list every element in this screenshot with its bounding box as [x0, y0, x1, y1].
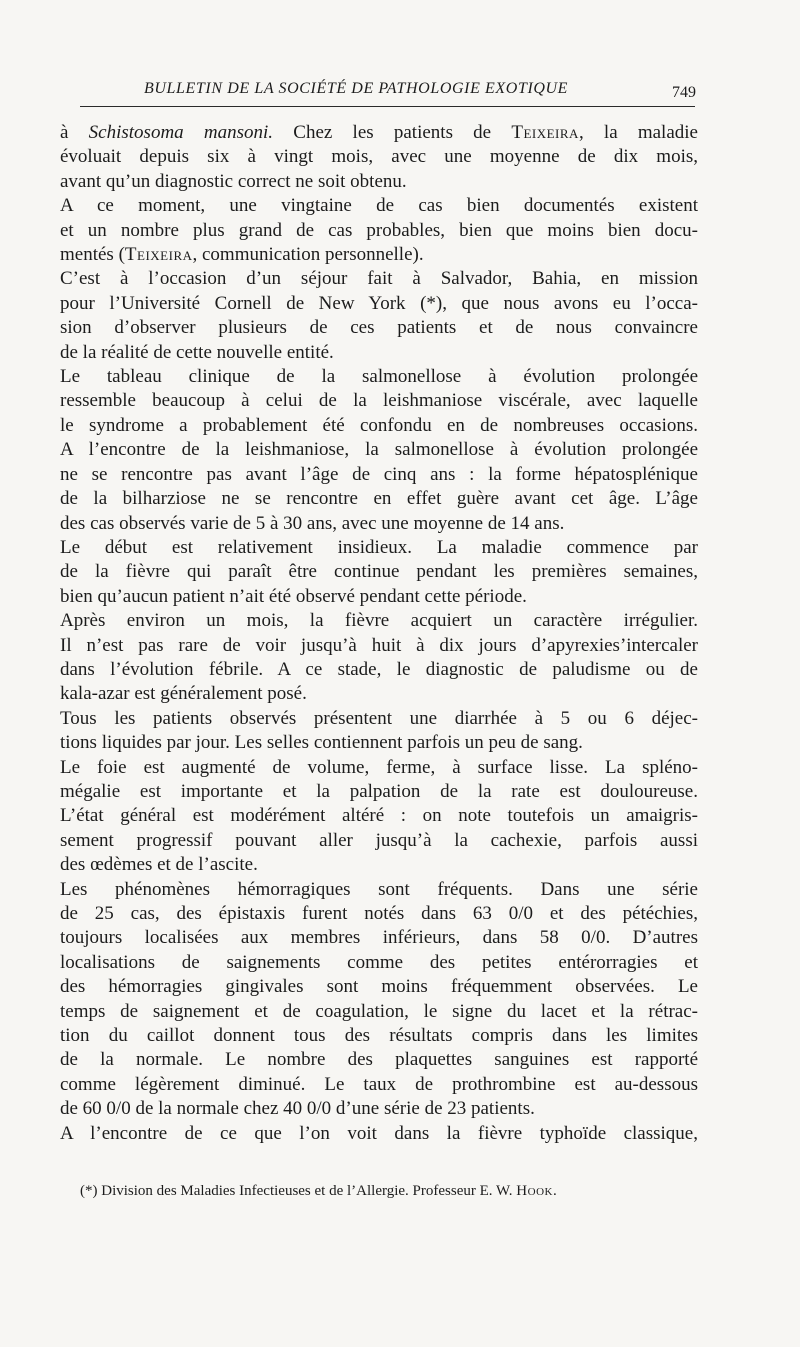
text-line: évoluait depuis six à vingt mois, avec une moyenne de dix mois,: [60, 146, 698, 168]
text-line: de 60 0/0 de la normale chez 40 0/0 d’une série de 23 patients.: [60, 1098, 535, 1120]
text-run: Chez les patients de: [273, 122, 512, 143]
author-name: Hook: [516, 1183, 553, 1199]
text-line: [60, 121, 698, 145]
text-line: mégalie est importante et la palpation de la rate est douloureuse.: [60, 780, 698, 802]
text-line: toujours localisées aux membres inférieurs, dans 58 0/0. D’autres: [60, 927, 698, 949]
text-line: tion du caillot donnent tous des résultats compris dans les limites: [60, 1025, 698, 1047]
text-run: , communication personnelle).: [192, 244, 424, 266]
text-line: Tous les patients observés présentent une diarrhée à 5 ou 6 déjec-: [60, 707, 698, 729]
text-line: ressemble beaucoup à celui de la leishmaniose viscérale, avec laquelle: [60, 390, 698, 412]
text-run: à: [60, 122, 89, 143]
body-text: [60, 121, 698, 1146]
text-line: A l’encontre de ce que l’on voit dans la fièvre typhoïde classique,: [60, 1122, 698, 1144]
text-line: tions liquides par jour. Les selles contiennent parfois un peu de sang.: [60, 732, 583, 754]
running-header: [80, 76, 700, 106]
text-line: pour l’Université Cornell de New York (*), que nous avons eu l’occa-: [60, 292, 698, 314]
text-line: Après environ un mois, la fièvre acquiert un caractère irrégulier.: [60, 610, 698, 632]
text-line: ne se rencontre pas avant l’âge de cinq ans : la forme hépatosplénique: [60, 463, 698, 485]
text-line: A l’encontre de la leishmaniose, la salmonellose à évolution prolongée: [60, 439, 698, 461]
text-line: Le début est relativement insidieux. La maladie commence par: [60, 536, 698, 558]
text-line: [60, 243, 698, 267]
header-rule: [80, 106, 695, 107]
text-run: mentés (: [60, 244, 125, 266]
text-line: L’état général est modérément altéré : on note toutefois un amaigris-: [60, 805, 698, 827]
text-line: Le tableau clinique de la salmonellose à évolution prolongée: [60, 366, 698, 388]
page-number: 749: [672, 84, 696, 101]
text-line: des œdèmes et de l’ascite.: [60, 854, 258, 876]
text-run: .: [552, 1183, 557, 1199]
text-line: des cas observés varie de 5 à 30 ans, avec une moyenne de 14 ans.: [60, 512, 565, 534]
text-line: et un nombre plus grand de cas probables, bien que moins bien docu-: [60, 219, 698, 241]
footnote-text: (*) Division des Maladies Infectieuses et de l’Allergie. Professeur E. W.: [80, 1183, 517, 1199]
text-line: comme légèrement diminué. Le taux de prothrombine est au-dessous: [60, 1073, 698, 1095]
text-line: A ce moment, une vingtaine de cas bien documentés existent: [60, 195, 698, 217]
text-line: localisations de saignements comme des petites entérorragies et: [60, 951, 698, 973]
text-line: Les phénomènes hémorragiques sont fréquents. Dans une série: [60, 878, 698, 900]
text-line: Il n’est pas rare de voir jusqu’à huit à dix jours d’apyrexies’intercaler: [60, 634, 698, 656]
text-line: de 25 cas, des épistaxis furent notés dans 63 0/0 et des pétéchies,: [60, 903, 698, 924]
text-line: de la normale. Le nombre des plaquettes sanguines est rapporté: [60, 1049, 698, 1071]
text-line: Le foie est augmenté de volume, ferme, à surface lisse. La spléno-: [60, 756, 698, 778]
text-line: dans l’évolution fébrile. A ce stade, le diagnostic de paludisme ou de: [60, 658, 698, 680]
text-line: des hémorragies gingivales sont moins fréquemment observées. Le: [60, 976, 698, 998]
text-line: kala-azar est généralement posé.: [60, 683, 307, 705]
text-line: sion d’observer plusieurs de ces patients et de nous convaincre: [60, 317, 698, 339]
species-name: Schistosoma mansoni.: [88, 122, 274, 143]
text-line: de la réalité de cette nouvelle entité.: [60, 341, 334, 363]
author-name: Teixeira: [124, 244, 193, 266]
text-line: temps de saignement et de coagulation, le signe du lacet et la rétrac-: [60, 1000, 698, 1022]
text-line: bien qu’aucun patient n’ait été observé pendant cette période.: [60, 585, 527, 607]
text-line: C’est à l’occasion d’un séjour fait à Salvador, Bahia, en mission: [60, 268, 698, 290]
text-line: sement progressif pouvant aller jusqu’à la cachexie, parfois aussi: [60, 829, 698, 851]
author-name: Teixeira: [511, 122, 579, 143]
text-run: , la maladie: [578, 122, 698, 143]
text-line: le syndrome a probablement été confondu en de nombreuses occasions.: [60, 414, 698, 436]
text-line: de la fièvre qui paraît être continue pendant les premières semaines,: [60, 561, 698, 583]
text-line: avant qu’un diagnostic correct ne soit obtenu.: [60, 170, 407, 192]
text-line: de la bilharziose ne se rencontre en effet guère avant cet âge. L’âge: [60, 488, 698, 510]
running-title: BULLETIN DE LA SOCIÉTÉ DE PATHOLOGIE EXOTIQUE: [144, 80, 569, 97]
footnote: [80, 1181, 696, 1201]
